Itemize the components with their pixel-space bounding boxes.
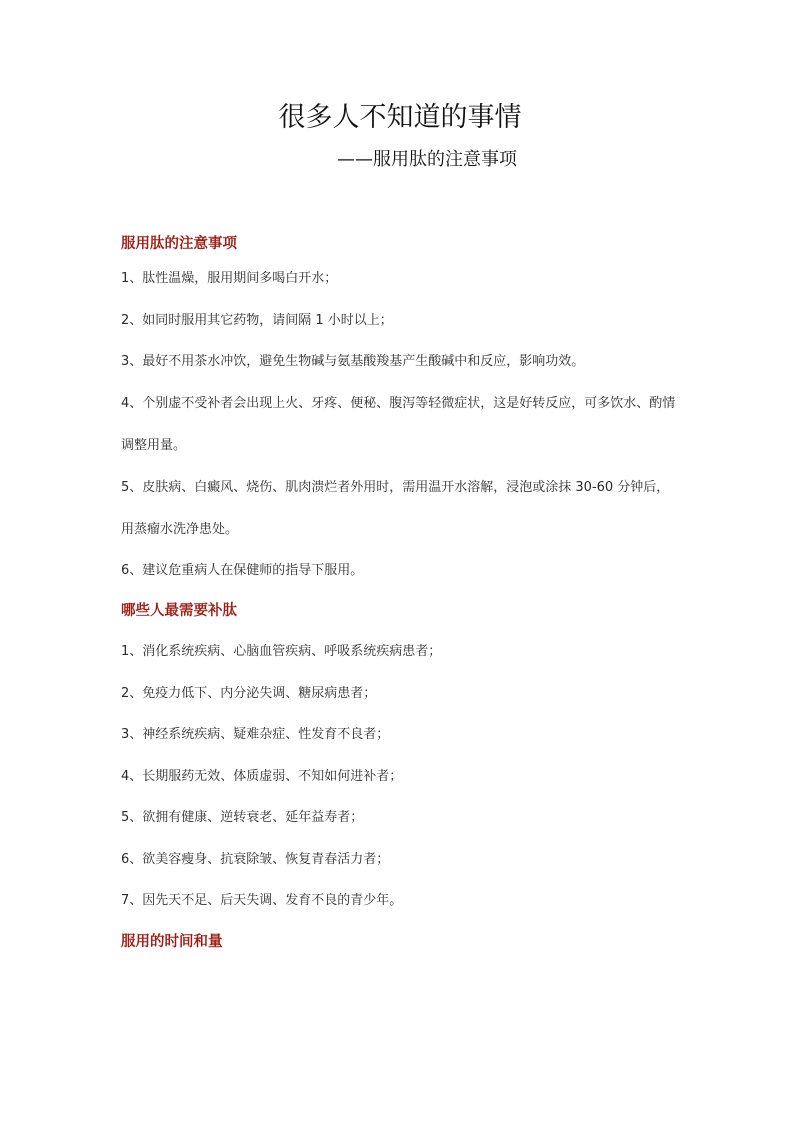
list-item: [121, 673, 677, 714]
list-item-text: 4、个别虚不受补者会出现上火、牙疼、便秘、腹泻等轻微症状，这是好转反应，可多饮水、酌情调整用量。: [121, 396, 676, 453]
list-item-text: 7、因先天不足、后天失调、发育不良的青少年。: [121, 893, 403, 908]
section-heading-dosage-timing: 服用的时间和量: [121, 934, 223, 950]
list-item-text: 5、皮肤病、白癜风、烧伤、肌肉溃烂者外用时，需用温开水溶解，浸泡或涂抹 30-60 分钟后，用蒸瘤水洗净患处。: [121, 479, 670, 537]
list-item-text: 5、欲拥有健康、逆转衰老、延年益寿者；: [121, 810, 364, 825]
list-item: [121, 839, 677, 880]
section-heading-target-groups: 哪些人最需要补肽: [121, 603, 237, 619]
list-item-text: 6、建议危重病人在保健师的指导下服用。: [121, 562, 364, 578]
document-subtitle: ——服用肽的注意事项: [337, 149, 517, 170]
list-item: [121, 880, 677, 922]
list-item-text: 1、肽性温燥，服用期间多喝白开水；: [121, 271, 338, 286]
list-item-text: 2、免疫力低下、内分泌失调、糖尿病患者；: [121, 685, 377, 701]
document-body: [121, 230, 677, 962]
list-item: [121, 341, 677, 383]
list-item: [121, 714, 677, 756]
list-item: [121, 797, 677, 839]
list-item: [121, 258, 677, 300]
list-item: [121, 756, 677, 797]
document-title: 很多人不知道的事情: [278, 102, 522, 133]
section-heading-precautions: 服用肽的注意事项: [121, 236, 237, 252]
list-item-text: 4、长期服药无效、体质虚弱、不知如何进补者；: [121, 768, 403, 784]
list-item: [121, 383, 677, 467]
list-item-text: 2、如同时服用其它药物，请间隔 1 小时以上；: [121, 312, 393, 328]
list-item-text: 3、神经系统疾病、疑难杂症、性发育不良者；: [121, 727, 390, 742]
list-item: [121, 467, 677, 550]
list-item-text: 1、消化系统疾病、心脑血管疾病、呼吸系统疾病患者；: [121, 644, 442, 659]
section-heading-row: [121, 922, 677, 962]
list-item: [121, 631, 677, 673]
list-item-text: 3、最好不用茶水冲饮，避免生物碱与氨基酸羧基产生酸碱中和反应，影响功效。: [121, 354, 585, 369]
section-heading-row: [121, 591, 677, 631]
list-item: [121, 300, 677, 341]
list-item: [121, 550, 677, 591]
section-heading-row: [121, 230, 677, 258]
list-item-text: 6、欲美容瘦身、抗衰除皱、恢复青春活力者；: [121, 851, 390, 867]
